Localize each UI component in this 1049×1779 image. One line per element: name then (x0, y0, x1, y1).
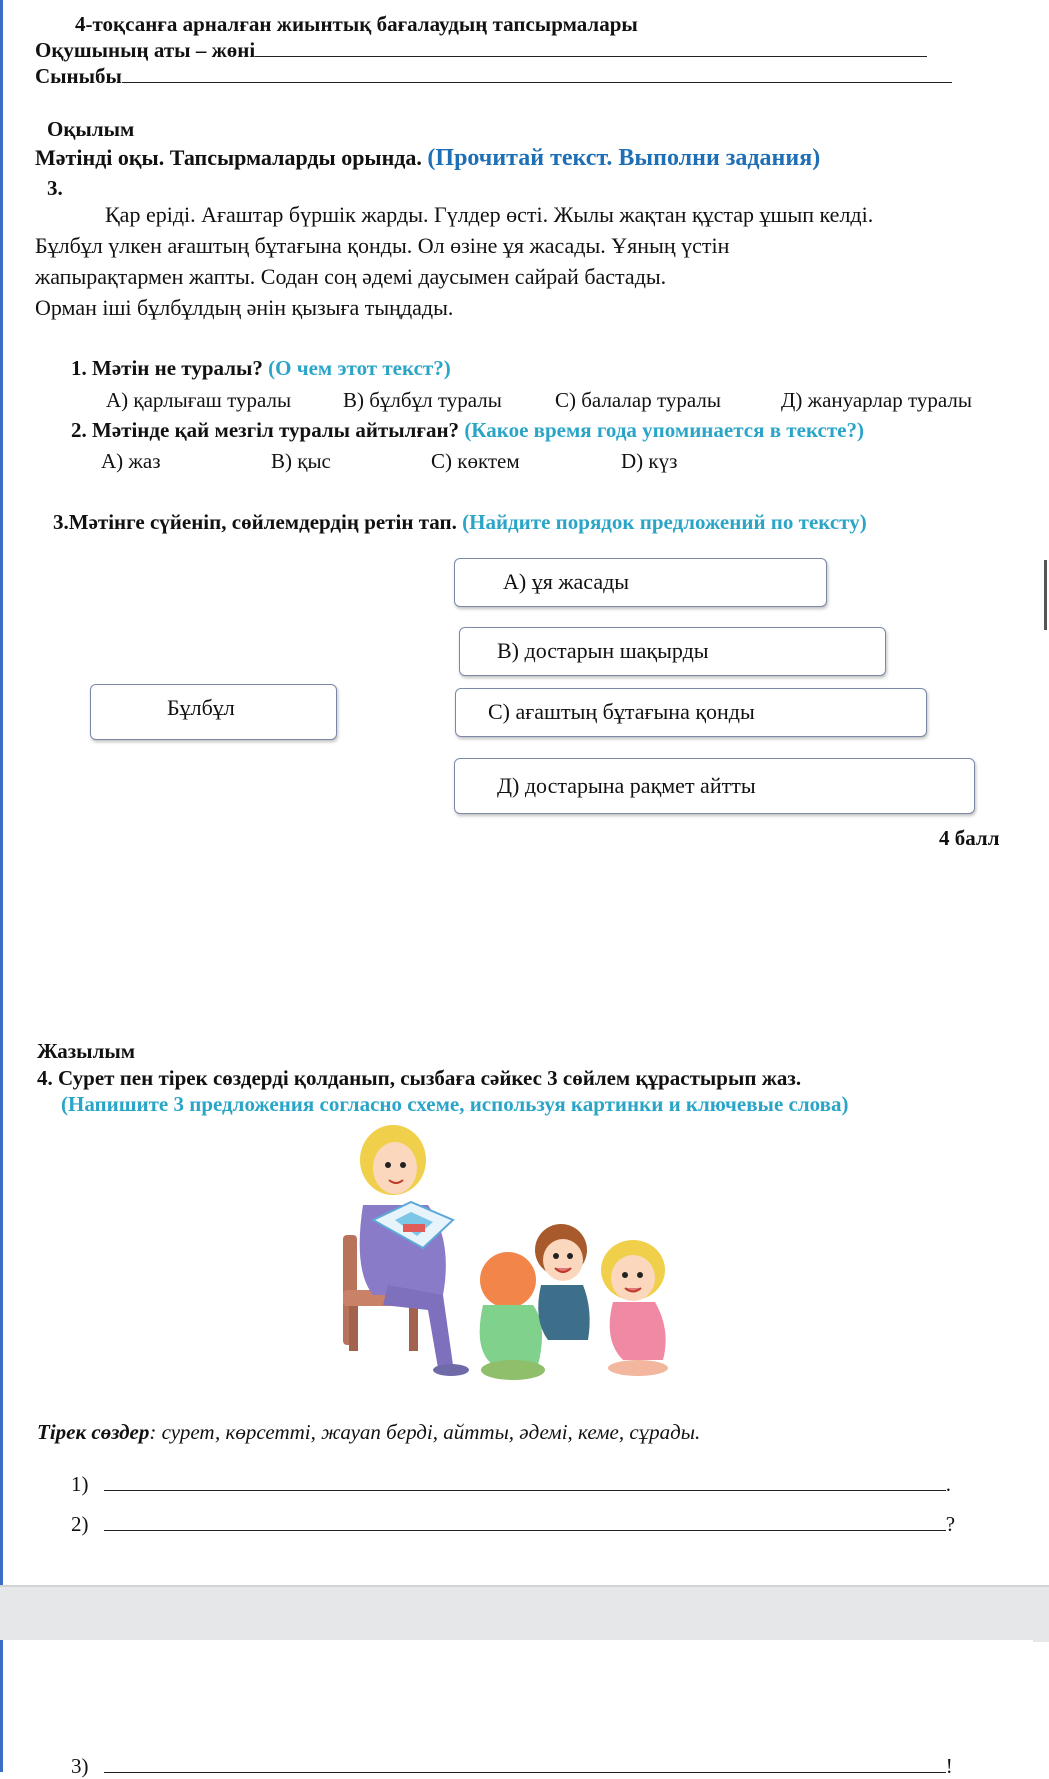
reading-section-title: Оқылым (47, 117, 135, 141)
q3-option-c-box[interactable] (455, 688, 927, 737)
q3-subject-box (90, 684, 337, 740)
reading-number: 3. (47, 176, 63, 200)
reading-text-line-1: Қар еріді. Ағаштар бүршік жарды. Гүлдер өсті. Жылы жақтан құстар ұшып келді. (105, 202, 874, 227)
q3-option-d: Д) достарына рақмет айтты (497, 773, 756, 798)
score-label: 4 балл (939, 826, 1000, 850)
q3-option-d-box[interactable] (454, 758, 975, 814)
q3-option-c: С) ағаштың бұтағына қонды (488, 699, 755, 724)
q2-option-b[interactable]: В) қыс (271, 449, 331, 473)
q2-option-c[interactable]: С) көктем (431, 449, 520, 473)
reading-text-line-4: Орман іші бұлбұлдың әнін қызыға тыңдады. (35, 295, 454, 320)
student-name-row (35, 38, 927, 63)
reading-instruction (35, 145, 820, 172)
q3-option-b: В) достарын шақырды (497, 638, 709, 663)
q3-option-a-box[interactable] (454, 558, 827, 607)
reading-text-line-2: Бұлбұл үлкен ағаштың бұтағына қонды. Ол өзіне ұя жасады. Ұяның үстін (35, 233, 730, 258)
girl-dress (610, 1302, 666, 1360)
page-edge-mark (1044, 560, 1047, 630)
boy-front-head (480, 1252, 536, 1308)
answer-line-3-end: ! (945, 1754, 953, 1778)
q3-subject: Бұлбұл (167, 695, 235, 720)
boy-middle-face (543, 1239, 583, 1281)
answer-line-2-row (71, 1512, 955, 1537)
class-label: Сыныбы (35, 64, 122, 88)
teacher-face (373, 1142, 417, 1194)
class-line[interactable] (122, 64, 952, 83)
answer-line-2-end: ? (945, 1512, 956, 1536)
keywords-row (37, 1420, 700, 1445)
question-2-ru: (Какое время года упоминается в тексте?) (464, 418, 864, 442)
q1-option-c[interactable]: С) балалар туралы (555, 388, 721, 412)
answer-line-3[interactable] (104, 1754, 946, 1773)
question-3 (53, 510, 867, 535)
class-row (35, 64, 952, 89)
question-3-ru: (Найдите порядок предложений по тексту) (462, 510, 867, 534)
q1-option-d[interactable]: Д) жануарлар туралы (781, 388, 972, 412)
q2-option-a[interactable]: А) жаз (101, 449, 161, 473)
boy-front-shirt (480, 1305, 542, 1365)
question-2-kz: 2. Мәтінде қай мезгіл туралы айтылған? (71, 418, 460, 442)
question-1-kz: 1. Мәтін не туралы? (71, 356, 263, 380)
page-gap (0, 1585, 1049, 1642)
question-3-kz: 3.Мәтінге сүйеніп, сөйлемдердің ретін тап. (53, 510, 457, 534)
answer-line-1[interactable] (104, 1472, 946, 1491)
writing-section-title: Жазылым (37, 1039, 136, 1063)
keywords-label: Тірек сөздер (37, 1420, 150, 1444)
worksheet-title: 4-тоқсанға арналған жиынтық бағалаудың тапсырмалары (75, 12, 638, 36)
q3-option-b-box[interactable] (459, 627, 886, 676)
keywords-list: : сурет, көрсетті, жауап берді, айтты, әдемі, кеме, сұрады. (149, 1420, 701, 1444)
student-name-label: Оқушының аты – жөні (35, 38, 256, 62)
writing-task-kz: 4. Сурет пен тірек сөздерді қолданып, сызбаға сәйкес 3 сөйлем құрастырып жаз. (37, 1066, 802, 1090)
writing-task-ru: (Напишите 3 предложения согласно схеме, используя картинки и ключевые слова) (61, 1092, 849, 1116)
answer-line-1-end: . (945, 1472, 951, 1496)
question-1 (71, 356, 451, 381)
q3-option-a: А) ұя жасады (503, 569, 630, 594)
q1-option-b[interactable]: В) бұлбұл туралы (343, 388, 502, 412)
worksheet-page-2 (0, 1640, 1033, 1778)
answer-line-2-number: 2) (71, 1512, 89, 1536)
girl-face (611, 1255, 655, 1301)
teacher-children-illustration (333, 1120, 713, 1395)
answer-line-1-row (71, 1472, 951, 1497)
answer-line-2[interactable] (104, 1512, 946, 1531)
reading-instruction-kz: Мәтінді оқы. Тапсырмаларды орында. (35, 145, 422, 170)
reading-instruction-ru: (Прочитай текст. Выполни задания) (427, 145, 821, 171)
answer-line-3-number: 3) (71, 1754, 89, 1778)
q2-option-d[interactable]: D) күз (621, 449, 678, 473)
question-2 (71, 418, 864, 443)
reading-text-line-3: жапырақтармен жапты. Содан соң әдемі даусымен сайрай бастады. (35, 264, 667, 289)
student-name-line[interactable] (255, 38, 927, 57)
question-1-ru: (О чем этот текст?) (268, 356, 451, 380)
q1-option-a[interactable]: А) қарлығаш туралы (106, 388, 292, 412)
answer-line-1-number: 1) (71, 1472, 89, 1496)
answer-line-3-row (71, 1754, 953, 1779)
